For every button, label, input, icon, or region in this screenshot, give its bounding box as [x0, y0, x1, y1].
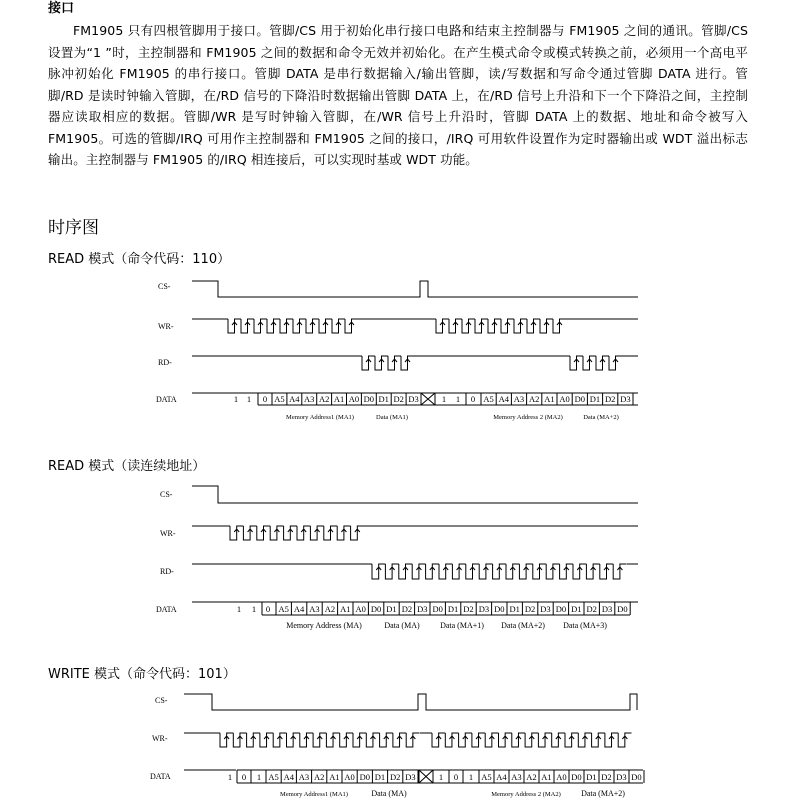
- cmd-bit: 0: [241, 772, 247, 782]
- bus-transition-cross: [419, 770, 433, 783]
- wr-clock-train-1: [220, 733, 420, 747]
- signal-label-cs: CS-: [160, 490, 173, 499]
- cmd-bit: 1: [455, 394, 461, 404]
- bus-cell-7: D1: [386, 604, 397, 614]
- signal-label-rd: RD-: [160, 567, 174, 576]
- bus-cell-4: A1: [340, 604, 351, 614]
- wr-clock-train-2: [436, 319, 566, 333]
- signal-label-data: DATA: [156, 605, 177, 614]
- read-mode-caption: READ 模式（命令代码：110）: [48, 252, 231, 267]
- signal-label-wr: WR-: [152, 734, 168, 743]
- write-mode-timing-diagram: [0, 686, 793, 801]
- bus-b-cell-0: A5: [483, 394, 494, 404]
- bus-cell-12: D2: [463, 604, 474, 614]
- bus-a-cell-4: A1: [333, 394, 345, 404]
- bus-b-cell-1: A4: [496, 772, 507, 782]
- field-label: Memory Address1 (MA1): [280, 791, 348, 798]
- bus-a-cell-0: A5: [268, 772, 279, 782]
- bus-cell-17: D3: [540, 604, 551, 614]
- bus-transition-cross: [421, 393, 435, 405]
- timing-heading: 时序图: [48, 218, 99, 238]
- bus-b-cell-9: D3: [616, 772, 627, 782]
- bus-a-cell-0: A5: [274, 394, 285, 404]
- read-continuous-caption: READ 模式（读连续地址）: [48, 459, 206, 474]
- bus-b-cell-6: D0: [571, 772, 582, 782]
- bus-cell-0: A5: [278, 604, 289, 614]
- cmd-bit: 1: [227, 772, 233, 782]
- bus-b-cell-8: D2: [605, 394, 616, 404]
- bus-a-cell-1: A4: [289, 394, 300, 404]
- bus-a-cell-7: D1: [374, 772, 386, 782]
- bus-cell-6: D0: [370, 604, 382, 614]
- field-label: Memory Address (MA): [286, 621, 362, 630]
- bus-b-cell-7: D1: [589, 394, 601, 404]
- cmd-bit: 1: [251, 604, 257, 614]
- bus-b-cell-8: D2: [601, 772, 612, 782]
- bus-cell-9: D3: [417, 604, 428, 614]
- bus-b-cell-2: A3: [513, 394, 525, 404]
- bus-a-cell-9: D3: [408, 394, 419, 404]
- bus-b-cell-3: A2: [526, 772, 537, 782]
- cmd-bit: 0: [470, 394, 476, 404]
- field-label: Memory Address1 (MA1): [286, 414, 354, 421]
- bus-b-cell-4: A1: [541, 772, 552, 782]
- field-label: Data (MA+1): [440, 621, 484, 630]
- bus-b-cell-0: A5: [481, 772, 492, 782]
- bus-cell-3: A2: [324, 604, 336, 614]
- field-label: Memory Address 2 (MA2): [493, 414, 563, 421]
- bus-b-cell-5: A0: [559, 394, 570, 404]
- cmd-bit: 0: [265, 604, 271, 614]
- wr-clock-train-2: [432, 733, 632, 747]
- bus-cell-14: D0: [494, 604, 505, 614]
- bus-cell-11: D1: [447, 604, 459, 614]
- field-label: Data (MA): [371, 789, 407, 798]
- bus-cell-5: A0: [355, 604, 366, 614]
- field-label: Data (MA+2): [583, 414, 619, 421]
- cmd-bit: 1: [438, 772, 444, 782]
- bus-b-cell-4: A1: [544, 394, 555, 404]
- signal-label-rd: RD-: [158, 358, 172, 367]
- cmd-bit: 1: [468, 772, 474, 782]
- bus-a-cell-5: A0: [344, 772, 355, 782]
- bus-a-cell-6: D0: [363, 394, 375, 404]
- bus-cell-22: D0: [617, 604, 628, 614]
- cmd-bit: 1: [441, 394, 447, 404]
- bus-b-cell-6: D0: [574, 394, 585, 404]
- read-mode-timing-diagram: [0, 272, 793, 428]
- field-label: Data (MA+2): [501, 621, 545, 630]
- bus-a-cell-5: A0: [348, 394, 360, 404]
- signal-label-cs: CS-: [158, 282, 171, 291]
- bus-cell-10: D0: [432, 604, 443, 614]
- bus-b-cell-7: D1: [586, 772, 597, 782]
- bus-cell-21: D3: [601, 604, 613, 614]
- signal-label-data: DATA: [156, 395, 177, 404]
- field-label: Data (MA+2): [581, 789, 625, 798]
- field-label: Memory Address 2 (MA2): [491, 791, 561, 798]
- bus-b-cell-2: A3: [511, 772, 522, 782]
- read-continuous-timing-diagram: [0, 478, 793, 638]
- section-title: 接口: [48, 1, 75, 16]
- bus-cell-20: D2: [586, 604, 597, 614]
- wr-clock-train: [230, 526, 364, 540]
- signal-label-wr: WR-: [160, 529, 176, 538]
- bus-b-cell-9: D3: [620, 394, 631, 404]
- bus-cell-18: D0: [555, 604, 567, 614]
- bus-a-cell-3: A2: [314, 772, 325, 782]
- field-label: Data (MA+3): [563, 621, 607, 630]
- bus-b-cell-10: D0: [631, 772, 642, 782]
- bus-a-cell-9: D3: [405, 772, 416, 782]
- signal-label-cs: CS-: [155, 696, 168, 705]
- cmd-bit: 0: [262, 394, 268, 404]
- interface-paragraph: FM1905 只有四根管脚用于接口。管脚/CS 用于初始化串行接口电路和结束主控制器与 FM1905 之间的通讯。管脚/CS 设置为“1 ”时，主控制器和 FM1905 之间的数据和命令无效并初始化。在产生模式命令或模式转换之前，必须用一个高电平脉冲初始化 FM1905 的串行接口。管脚 DATA 是串行数据输入/输出管脚，读/写数据和写命令通过管脚 DATA 进行。管脚/RD 是读时钟输入管脚，在/RD 信号的下降沿时数据输出管脚 DATA 上，在/RD 信号上升沿和下一个下降沿之间，主控制器应读取相应的数据。管脚/WR 是写时钟输入管脚，在/WR 信号上升沿时，管脚 DATA 上的数据、地址和命令被写入 FM1905。可选的管脚/IRQ 可用作主控制器和 FM1905 之间的接口，/IRQ 可用软件设置作为定时器输出或 WDT 溢出标志输出。主控制器与 FM1905 的/IRQ 相连接后，可以实现时基或 WDT 功能。: [48, 23, 748, 167]
- bus-cell-8: D2: [401, 604, 413, 614]
- bus-b-cell-5: A0: [556, 772, 567, 782]
- cmd-bit: 1: [236, 604, 242, 614]
- signal-label-wr: WR-: [158, 322, 174, 331]
- bus-cell-13: D3: [478, 604, 490, 614]
- bus-a-cell-4: A1: [329, 772, 340, 782]
- bus-a-cell-1: A4: [283, 772, 294, 782]
- bus-b-cell-1: A4: [498, 394, 509, 404]
- cmd-bit: 1: [256, 772, 262, 782]
- bus-a-cell-6: D0: [359, 772, 370, 782]
- bus-a-cell-3: A2: [318, 394, 330, 404]
- bus-cell-2: A3: [309, 604, 320, 614]
- bus-a-cell-8: D2: [390, 772, 401, 782]
- wr-clock-train-1: [228, 319, 358, 333]
- bus-cell-1: A4: [293, 604, 305, 614]
- signal-label-data: DATA: [150, 772, 171, 781]
- cmd-bit: 0: [453, 772, 459, 782]
- bus-cell-15: D1: [509, 604, 520, 614]
- bus-cell-16: D2: [524, 604, 536, 614]
- bus-cell-19: D1: [571, 604, 582, 614]
- write-mode-caption: WRITE 模式（命令代码：101）: [48, 667, 236, 682]
- rd-clock-train-2: [570, 356, 622, 370]
- cs-waveform: [184, 694, 637, 710]
- cs-waveform: [192, 486, 638, 503]
- field-label: Data (MA): [384, 621, 420, 630]
- rd-clock-train-1: [362, 356, 414, 370]
- rd-clock-train: [372, 564, 627, 579]
- field-label: Data (MA1): [376, 414, 408, 421]
- bus-a-cell-2: A3: [298, 772, 310, 782]
- cmd-bit: 1: [246, 394, 252, 404]
- bus-a-cell-2: A3: [304, 394, 315, 404]
- bus-b-cell-3: A2: [529, 394, 540, 404]
- cs-waveform: [192, 281, 638, 297]
- bus-a-cell-7: D1: [378, 394, 389, 404]
- bus-a-cell-8: D2: [393, 394, 404, 404]
- cmd-bit: 1: [233, 394, 239, 404]
